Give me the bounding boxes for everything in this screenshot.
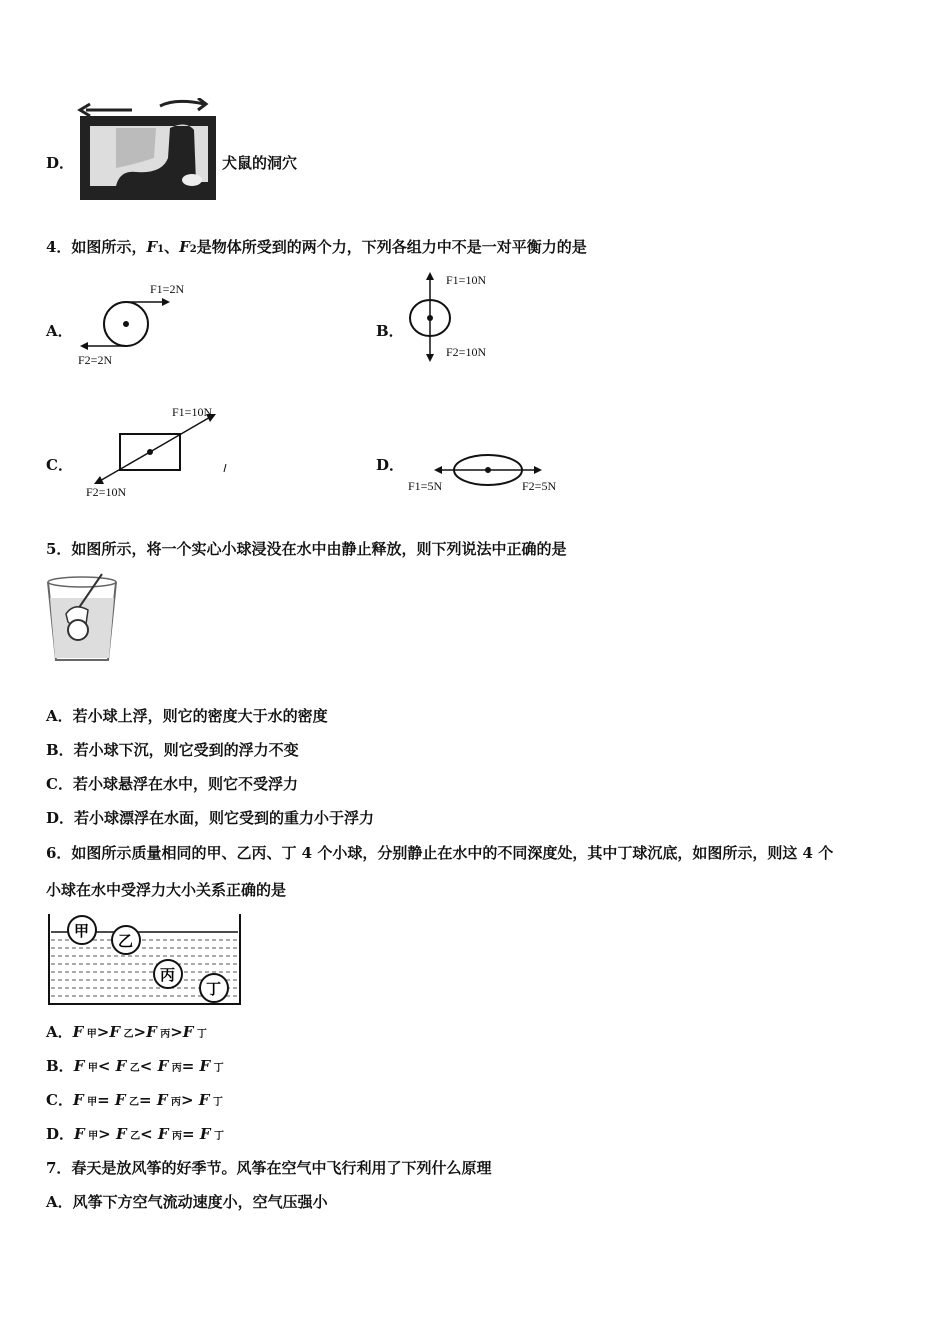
q5-option-a: A．若小球上浮，则它的密度大于水的密度 bbox=[46, 707, 328, 725]
q6-relation-operator: > bbox=[133, 1023, 147, 1041]
q6-force-subscript: 甲 bbox=[83, 1029, 97, 1040]
q6-force-subscript: 丁 bbox=[210, 1063, 224, 1074]
q4-f2-sub: 2 bbox=[189, 244, 197, 255]
q6-force-symbol: F bbox=[199, 1125, 211, 1143]
q6-force-symbol: F bbox=[182, 1023, 194, 1041]
q6-stem-line2: 小球在水中受浮力大小关系正确的是 bbox=[46, 881, 287, 899]
q5-option-d: D．若小球漂浮在水面，则它受到的重力小于浮力 bbox=[46, 809, 375, 827]
q6-force-symbol: F bbox=[72, 1023, 84, 1041]
q6-force-symbol: F bbox=[146, 1023, 157, 1041]
q6-force-subscript: 乙 bbox=[125, 1097, 140, 1108]
q6-force-subscript: 丁 bbox=[210, 1131, 224, 1142]
q6-relation-operator: < bbox=[97, 1057, 116, 1075]
q6-force-symbol: F bbox=[198, 1091, 210, 1109]
q4-option-d-figure bbox=[404, 448, 574, 498]
q6-force-subscript: 丁 bbox=[209, 1097, 223, 1108]
q6-force-subscript: 丙 bbox=[168, 1131, 183, 1142]
q6-option-label: A． bbox=[46, 1023, 73, 1041]
q4-d-f2-label: F2=5N bbox=[522, 479, 557, 493]
q6-force-symbol: F bbox=[156, 1091, 168, 1109]
q4-option-b-figure bbox=[404, 268, 514, 368]
q6-option-label: B． bbox=[46, 1057, 74, 1075]
q4-a-f2-label: F2=2N bbox=[78, 353, 113, 367]
q6-option-c bbox=[46, 1089, 223, 1110]
q3-option-d-label: D． bbox=[46, 154, 75, 172]
q6-ball-jia: 甲 bbox=[74, 922, 90, 940]
q4-stem-suffix: 是物体所受到的两个力，下列各组力中不是一对平衡力的是 bbox=[196, 238, 587, 256]
q6-ball-ding: 丁 bbox=[206, 980, 222, 998]
q4-f1: F bbox=[146, 238, 158, 256]
q6-force-symbol: F bbox=[73, 1057, 85, 1075]
q4-option-a-figure bbox=[74, 278, 214, 372]
q6-relation-operator: > bbox=[98, 1125, 116, 1143]
burrow-diagram bbox=[76, 98, 222, 204]
q6-option-d bbox=[46, 1123, 224, 1144]
q4-b-f2-label: F2=10N bbox=[446, 345, 487, 359]
q6-force-symbol: F bbox=[157, 1057, 169, 1075]
q4-option-d-label: D． bbox=[376, 456, 405, 474]
q6-force-symbol: F bbox=[199, 1057, 211, 1075]
q6-force-subscript: 甲 bbox=[84, 1131, 99, 1142]
q4-d-f1-label: F1=5N bbox=[408, 479, 443, 493]
q5-option-c: C．若小球悬浮在水中，则它不受浮力 bbox=[46, 775, 298, 793]
q6-relation-operator: = bbox=[139, 1091, 157, 1109]
q6-relation-operator: > bbox=[180, 1091, 199, 1109]
q5-beaker-figure bbox=[44, 572, 122, 668]
q6-force-subscript: 乙 bbox=[126, 1063, 140, 1074]
q6-force-subscript: 甲 bbox=[84, 1063, 98, 1074]
q6-force-symbol: F bbox=[72, 1091, 84, 1109]
q6-relation-operator: = bbox=[182, 1125, 200, 1143]
q6-force-symbol: F bbox=[74, 1125, 85, 1143]
q4-f1-sub: 1 bbox=[157, 244, 165, 255]
q7-option-a: A．风筝下方空气流动速度小，空气压强小 bbox=[46, 1193, 328, 1211]
q5-option-b: B．若小球下沉，则它受到的浮力不变 bbox=[46, 741, 299, 759]
q6-force-subscript: 丁 bbox=[193, 1029, 207, 1040]
q6-force-subscript: 乙 bbox=[120, 1029, 134, 1040]
q4-option-c-label: C． bbox=[46, 456, 73, 474]
q6-tank-figure bbox=[46, 910, 246, 1010]
q6-option-a bbox=[46, 1021, 207, 1042]
q6-stem-line1: 6．如图所示质量相同的甲、乙丙、丁 4 个小球，分别静止在水中的不同深度处，其中丁球沉底，如图所示，则这 4 个 bbox=[46, 844, 834, 862]
q6-force-symbol: F bbox=[115, 1057, 127, 1075]
q6-relation-operator: < bbox=[140, 1125, 158, 1143]
q6-option-b bbox=[46, 1055, 224, 1076]
q6-force-subscript: 丙 bbox=[167, 1097, 181, 1108]
q6-force-subscript: 甲 bbox=[83, 1097, 98, 1108]
q6-force-subscript: 乙 bbox=[126, 1131, 141, 1142]
q6-relation-operator: = bbox=[97, 1091, 115, 1109]
q4-b-f1-label: F1=10N bbox=[446, 273, 487, 287]
q4-option-c-figure bbox=[80, 402, 230, 502]
q4-stem bbox=[46, 236, 587, 257]
q6-force-symbol: F bbox=[157, 1125, 169, 1143]
q6-option-label: D． bbox=[46, 1125, 75, 1143]
q4-option-a-label: A． bbox=[46, 322, 73, 340]
q6-relation-operator: = bbox=[181, 1057, 200, 1075]
q7-stem: 7．春天是放风筝的好季节。风筝在空气中飞行利用了下列什么原理 bbox=[46, 1159, 492, 1177]
q4-c-f1-label: F1=10N bbox=[172, 405, 213, 419]
q6-relation-operator: > bbox=[96, 1023, 110, 1041]
q4-option-b-label: B． bbox=[376, 322, 404, 340]
q6-option-label: C． bbox=[46, 1091, 73, 1109]
q6-ball-yi: 乙 bbox=[118, 932, 134, 950]
q6-relation-operator: > bbox=[170, 1023, 183, 1041]
q4-c-f2-label: F2=10N bbox=[86, 485, 127, 499]
q6-force-subscript: 丙 bbox=[156, 1029, 171, 1040]
q4-stem-prefix: 4．如图所示， bbox=[46, 238, 147, 256]
q6-relation-operator: < bbox=[139, 1057, 158, 1075]
q6-force-symbol: F bbox=[114, 1091, 126, 1109]
q5-stem: 5．如图所示，将一个实心小球浸没在水中由静止释放，则下列说法中正确的是 bbox=[46, 540, 567, 558]
q4-sep: 、 bbox=[164, 238, 180, 256]
q4-a-f1-label: F1=2N bbox=[150, 282, 185, 296]
q6-ball-bing: 丙 bbox=[160, 966, 176, 984]
q4-f2: F bbox=[179, 238, 190, 256]
q6-force-symbol: F bbox=[115, 1125, 127, 1143]
q6-force-symbol: F bbox=[109, 1023, 121, 1041]
q6-force-subscript: 丙 bbox=[168, 1063, 182, 1074]
q3-option-d-caption: 犬鼠的洞穴 bbox=[222, 154, 298, 172]
